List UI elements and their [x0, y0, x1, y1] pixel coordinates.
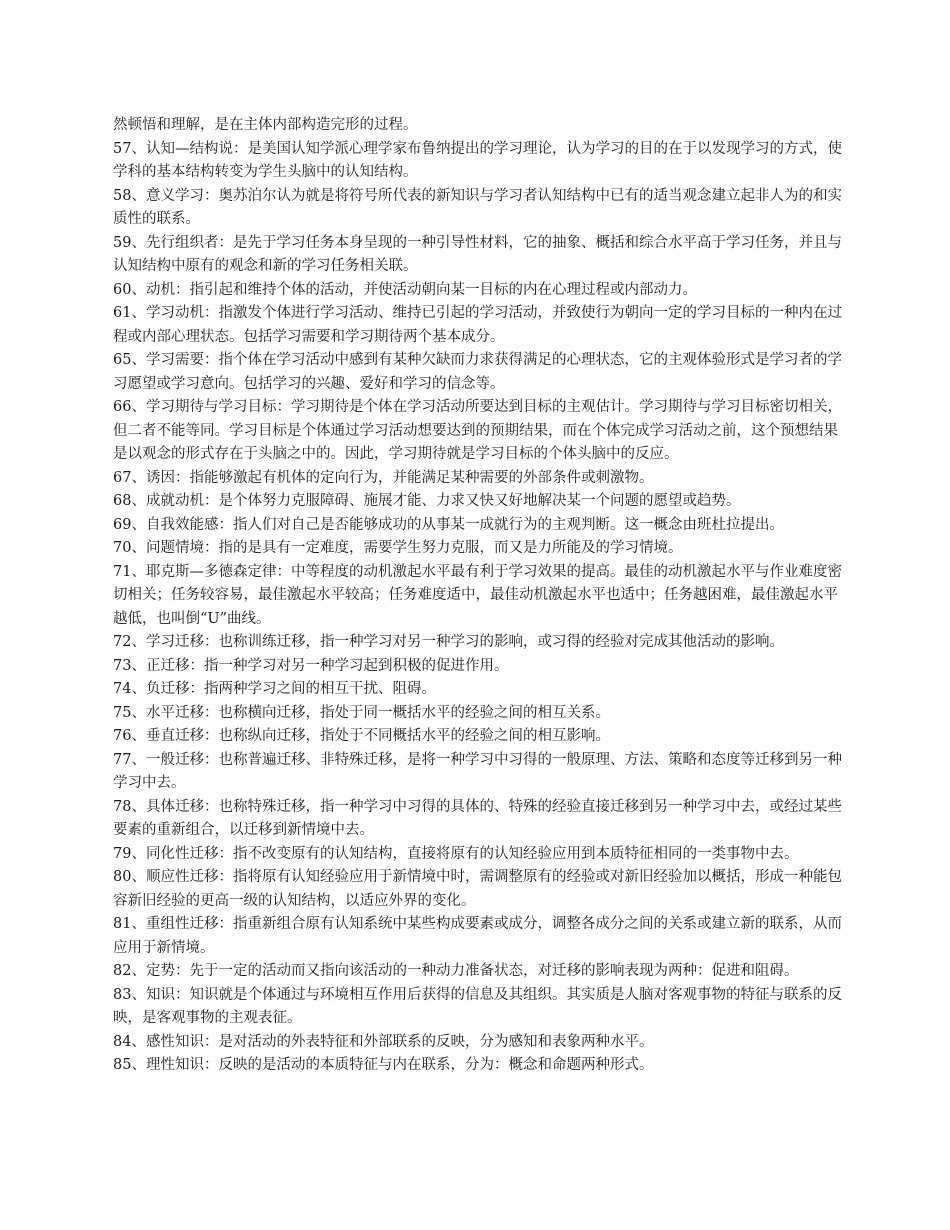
- text-line: 认知结构中原有的观念和新的学习任务相关联。: [113, 258, 418, 274]
- text-line: 69、自我效能感：指人们对自己是否能够成功的从事某一成就行为的主观判断。这一概念由班杜拉提出。: [113, 516, 784, 533]
- text-line: 80、顺应性迁移：指将原有认知经验应用于新情境中时，需调整原有的经验或对新旧经验加以概括，形成一种能包: [113, 869, 842, 885]
- text-line: 75、水平迁移：也称横向迁移，指处于同一概括水平的经验之间的相互关系。: [113, 704, 610, 721]
- text-line: 57、认知—结构说：是美国认知学派心理学家布鲁纳提出的学习理论，认为学习的目的在于以发现学习的方式，使: [113, 140, 842, 157]
- text-line: 是以观念的形式存在于头脑之中的。因此，学习期待就是学习目标的个体头脑中的反应。: [113, 446, 679, 462]
- text-line: 72、学习迁移：也称训练迁移，指一种学习对另一种学习的影响，或习得的经验对完成其他活动的影响。: [113, 634, 784, 650]
- text-line: 容新旧经验的更高一级的认知结构，以适应外界的变化。: [113, 892, 476, 909]
- text-line: 60、动机：指引起和维持个体的活动，并使活动朝向某一目标的内在心理过程或内部动力。: [113, 281, 697, 298]
- text-line: 77、一般迁移：也称普遍迁移、非特殊迁移，是将一种学习中习得的一般原理、方法、策略和态度等迁移到另一种: [113, 751, 842, 768]
- text-line: 质性的联系。: [113, 211, 200, 227]
- text-line: 84、感性知识：是对活动的外表特征和外部联系的反映，分为感知和表象两种水平。: [113, 1033, 654, 1050]
- text-line: 81、重组性迁移：指重新组合原有认知系统中某些构成要素或成分，调整各成分之间的关系或建立新的联系，从而: [113, 916, 842, 932]
- document-text: [113, 114, 950, 1078]
- text-line: 61、学习动机：指激发个体进行学习活动、维持已引起的学习活动，并致使行为朝向一定的学习目标的一种内在过: [113, 305, 842, 321]
- text-line: 越低，也叫倒“U”曲线。: [113, 610, 271, 627]
- text-line: 70、问题情境：指的是具有一定难度，需要学生努力克服，而又是力所能及的学习情境。: [113, 540, 683, 556]
- text-line: 映，是客观事物的主观表征。: [113, 1010, 302, 1026]
- text-line: 但二者不能等同。学习目标是个体通过学习活动想要达到的预期结果，而在个体完成学习活动之前，这个预想结果: [113, 422, 838, 439]
- text-line: 83、知识：知识就是个体通过与环境相互作用后获得的信息及其组织。其实质是人脑对客观事物的特征与联系的反: [113, 986, 842, 1003]
- text-line: 74、负迁移：指两种学习之间的相互干扰、阻碍。: [113, 681, 436, 697]
- text-line: 85、理性知识：反映的是活动的本质特征与内在联系，分为：概念和命题两种形式。: [113, 1057, 654, 1073]
- text-line: 73、正迁移：指一种学习对另一种学习起到积极的促进作用。: [113, 657, 509, 674]
- text-line: 58、意义学习：奥苏泊尔认为就是将符号所代表的新知识与学习者认知结构中已有的适当观念建立起非人为的和实: [113, 187, 842, 204]
- text-line: 然顿悟和理解，是在主体内部构造完形的过程。: [113, 117, 418, 133]
- text-line: 学科的基本结构转变为学生头脑中的认知结构。: [113, 164, 418, 180]
- text-line: 66、学习期待与学习目标：学习期待是个体在学习活动所要达到目标的主观估计。学习期待与学习目标密切相关，: [113, 399, 842, 415]
- text-line: 程或内部心理状态。包括学习需要和学习期待两个基本成分。: [113, 328, 505, 345]
- text-line: 习愿望或学习意向。包括学习的兴趣、爱好和学习的信念等。: [113, 375, 505, 392]
- text-line: 应用于新情境。: [113, 939, 215, 956]
- text-line: 79、同化性迁移：指不改变原有的认知结构，直接将原有的认知经验应用到本质特征相同的一类事物中去。: [113, 845, 799, 862]
- text-line: 68、成就动机：是个体努力克服障碍、施展才能、力求又快又好地解决某一个问题的愿望或趋势。: [113, 493, 741, 509]
- text-line: 82、定势：先于一定的活动而又指向该活动的一种动力准备状态，对迁移的影响表现为两种：促进和阻碍。: [113, 963, 799, 979]
- text-line: 67、诱因：指能够激起有机体的定向行为，并能满足某种需要的外部条件或刺激物。: [113, 469, 654, 486]
- text-line: 71、耶克斯—多德森定律：中等程度的动机激起水平最有利于学习效果的提高。最佳的动机激起水平与作业难度密: [113, 563, 842, 580]
- text-line: 59、先行组织者：是先于学习任务本身呈现的一种引导性材料，它的抽象、概括和综合水平高于学习任务，并且与: [113, 234, 842, 251]
- text-line: 要素的重新组合，以迁移到新情境中去。: [113, 822, 374, 838]
- text-line: 切相关；任务较容易，最佳激起水平较高；任务难度适中，最佳动机激起水平也适中；任务越困难，最佳激起水平: [113, 587, 838, 603]
- text-line: 76、垂直迁移：也称纵向迁移，指处于不同概括水平的经验之间的相互影响。: [113, 728, 610, 744]
- text-line: 78、具体迁移：也称特殊迁移，指一种学习中习得的具体的、特殊的经验直接迁移到另一种学习中去，或经过某些: [113, 798, 842, 815]
- text-line: 65、学习需要：指个体在学习活动中感到有某种欠缺而力求获得满足的心理状态，它的主观体验形式是学习者的学: [113, 352, 842, 368]
- text-line: 学习中去。: [113, 775, 186, 791]
